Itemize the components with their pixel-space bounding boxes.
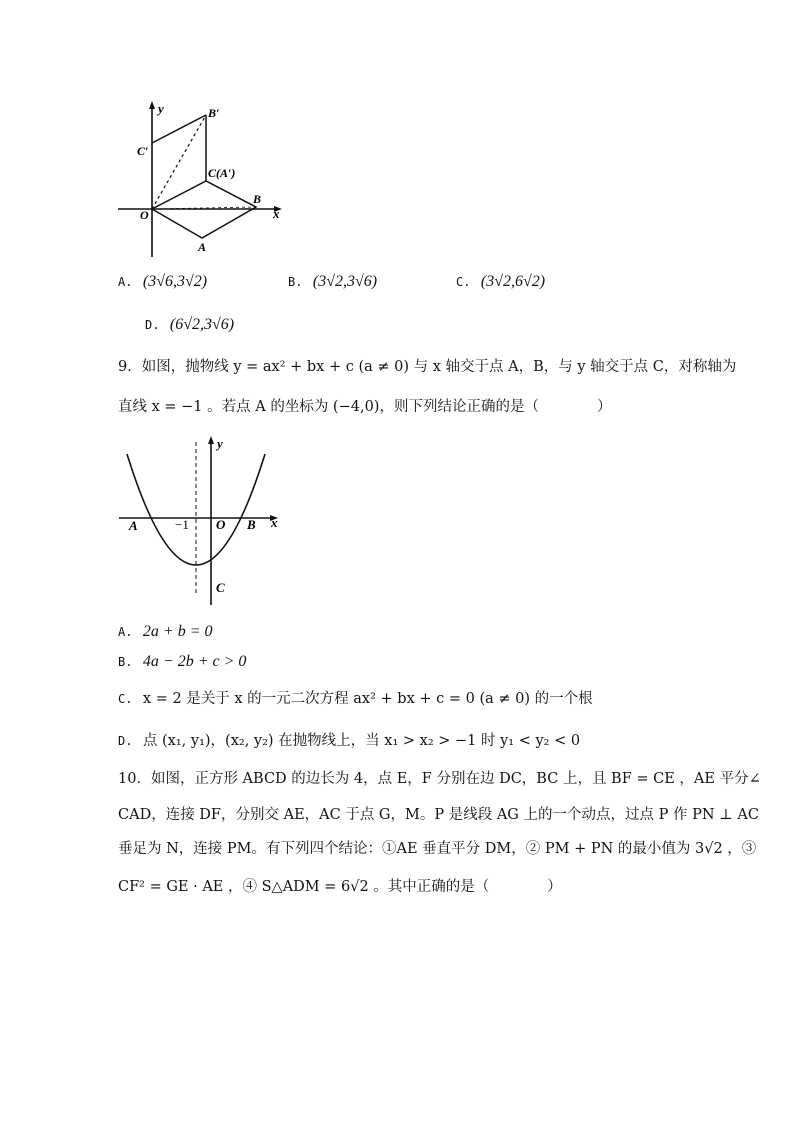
fig9-label-c: C — [216, 580, 225, 595]
fig8-label-cprime: C′ — [137, 144, 149, 158]
figure-q9-parabola — [115, 430, 290, 610]
fig9-label-o: O — [216, 517, 226, 532]
fig8-label-o: O — [140, 208, 149, 222]
fig8-label-y: y — [158, 101, 164, 116]
q8-option-c: C. (3√2,6√2) — [456, 273, 546, 290]
q9-option-d: D. 点 (x₁, y₁)，(x₂, y₂) 在抛物线上，当 x₁ > x₂ > −1 时 y₁ < y₂ < 0 — [118, 733, 581, 749]
q9-stem-line2: 直线 x = −1 。若点 A 的坐标为 (−4,0)，则下列结论正确的是（ ） — [118, 399, 612, 415]
fig9-label-y: y — [217, 436, 223, 451]
q8-option-d: D. (6√2,3√6) — [145, 316, 235, 333]
q10-stem-line1: 10．如图，正方形 ABCD 的边长为 4，点 E，F 分别在边 DC，BC 上，且 BF = CE ，AE 平分∠ — [118, 771, 761, 787]
q10-stem-line3: 垂足为 N，连接 PM。有下列四个结论：①AE 垂直平分 DM，② PM + PN 的最小值为 3√2 ，③ — [118, 841, 757, 857]
q8-option-b: B. (3√2,3√6) — [288, 273, 378, 290]
fig8-label-ca-prime: C(A′) — [208, 166, 236, 180]
fig8-label-x: x — [273, 206, 280, 221]
q9-option-c: C. x = 2 是关于 x 的一元二次方程 ax² + bx + c = 0 (a ≠ 0) 的一个根 — [118, 691, 593, 707]
fig9-label-a: A — [129, 518, 138, 533]
fig8-label-a: A — [198, 240, 207, 254]
q8-option-a: A. (3√6,3√2) — [118, 273, 208, 290]
figure-q8-rhombus-rotation — [110, 95, 300, 265]
fig9-label-minus1: −1 — [175, 517, 189, 532]
fig8-label-b: B — [253, 192, 262, 206]
fig9-label-b: B — [247, 517, 256, 532]
q9-option-a: A. 2a + b = 0 — [118, 623, 213, 640]
fig8-label-bprime: B′ — [208, 106, 220, 120]
q10-stem-line2: CAD，连接 DF，分别交 AE，AC 于点 G，M。P 是线段 AG 上的一个动点，过点 P 作 PN ⊥ AC — [118, 807, 759, 823]
fig9-label-x: x — [271, 515, 278, 530]
q9-stem-line1: 9．如图，抛物线 y = ax² + bx + c (a ≠ 0) 与 x 轴交于点 A，B，与 y 轴交于点 C，对称轴为 — [118, 359, 737, 375]
q9-option-b: B. 4a − 2b + c > 0 — [118, 653, 247, 670]
q10-stem-line4: CF² = GE · AE ，④ S△ADM = 6√2 。其中正确的是（ ） — [118, 879, 562, 895]
